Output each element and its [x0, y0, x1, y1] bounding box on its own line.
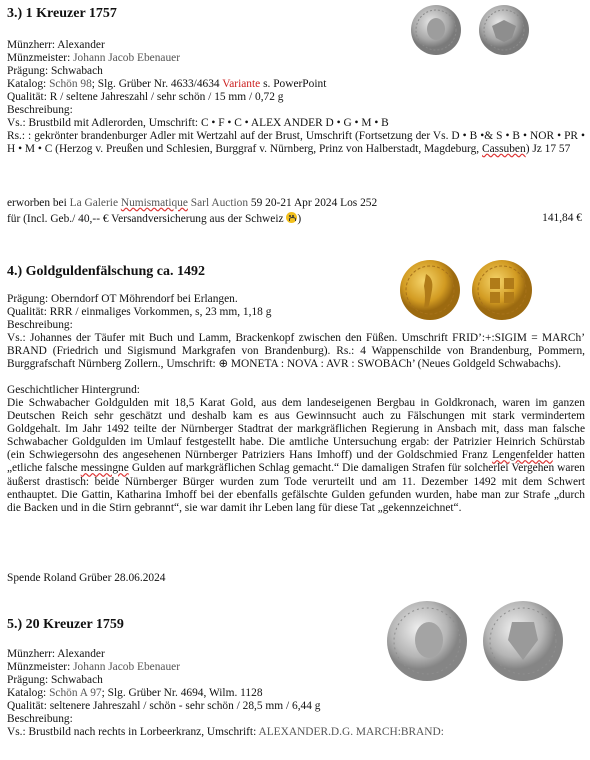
minting-place-goldgulden: Prägung: Oberndorf OT Möhrendorf bei Erlangen.	[7, 293, 238, 305]
mint-master-label-20kr: Münzmeister:	[7, 661, 74, 673]
obverse-description: Vs.: Brustbild mit Adlerorden, Umschrift: C • F • C • ALEX ANDER D • G • M • B	[7, 117, 389, 129]
catalog-note: s. PowerPoint	[260, 78, 327, 90]
mint-master-name: Johann Jacob Ebenauer	[73, 52, 181, 64]
coin-obverse-1-kreuzer	[410, 4, 462, 56]
section-title-20-kreuzer: 5.) 20 Kreuzer 1759	[7, 617, 124, 632]
catalog-ref: Schön 98	[49, 78, 92, 90]
acq-house-a: La Galerie	[69, 197, 121, 209]
catalog-label-20kr: Katalog:	[7, 687, 50, 699]
history-part-b: hatten „etliche falsche	[7, 449, 585, 475]
messingne-word: messingne	[80, 462, 129, 475]
acq-house-c: Sarl Auction	[187, 197, 249, 209]
obverse-text-20kr: Vs.: Brustbild nach rechts in Lorbeerkranz, Umschrift:	[7, 726, 259, 738]
coin-reverse-1-kreuzer	[478, 4, 530, 56]
variant-label: Variante	[222, 78, 261, 90]
quality-line: Qualität: R / seltene Jahreszahl / sehr schön / 15 mm / 0,72 g	[7, 91, 284, 103]
mint-master-20kr	[7, 661, 180, 674]
obverse-description-20kr	[7, 726, 444, 739]
coin-reverse-goldgulden	[470, 258, 534, 322]
description-goldgulden: Vs.: Johannes der Täufer mit Buch und Lamm, Brackenkopf zwischen den Füßen. Umschrift FRID’:+:SIGIM = MARCh’ BRAND (Friedrich und Sigismund Markgrafen von Brandenburg). Rs.: 4 Wappenschilde von Brandenburg, Pommern, Burggrafschaft Nürnberg Zollern., Umschrift: ⊕ MONETA : NOVA : AVR : SWOBACh’ (Neues Goldgeld Schwabachs).	[7, 332, 585, 371]
mint-master	[7, 52, 180, 65]
section-title-1-kreuzer: 3.) 1 Kreuzer 1757	[7, 6, 117, 21]
reverse-text: Rs.: : gekrönter brandenburger Adler mit Wertzahl auf der Brust, Umschrift (Fortsetzung der Vs. D • B •& S • B • NOR • PR • H • M • C (Herzog v. Preußen und Schlesien, Burggraf v. Nürnberg, Prinz von Halberstadt, Magdeburg,	[7, 130, 585, 156]
price: 141,84 €	[542, 212, 582, 224]
quality-goldgulden: Qualität: RRR / einmaliges Vorkommen, s, 23 mm, 1,18 g	[7, 306, 272, 318]
acq-date: 59 20-21 Apr 2024 Los 252	[248, 197, 378, 209]
mint-lord: Münzherr: Alexander	[7, 39, 105, 51]
history-label: Geschichtlicher Hintergrund:	[7, 384, 140, 396]
acq-house-b: Numismatique	[120, 197, 188, 209]
reverse-description	[7, 130, 585, 156]
donation-note: Spende Roland Grüber 28.06.2024	[7, 572, 166, 584]
catalog-gruber-20kr: ; Slg. Grüber Nr. 4694, Wilm. 1128	[101, 687, 263, 699]
fee-text: für (Incl. Geb./ 40,-- € Versandversicherung aus der Schweiz	[7, 213, 287, 225]
history-text	[7, 397, 585, 515]
section-title-goldgulden: 4.) Goldguldenfälschung ca. 1492	[7, 264, 205, 279]
acquisition-line	[7, 197, 377, 210]
description-label-goldgulden: Beschreibung:	[7, 319, 73, 331]
mint-master-name-20kr: Johann Jacob Ebenauer	[73, 661, 181, 673]
catalog-line-20kr	[7, 687, 263, 700]
catalog-label: Katalog:	[7, 78, 50, 90]
acq-label: erworben bei	[7, 197, 70, 209]
description-label: Beschreibung:	[7, 104, 73, 116]
lengenfelder-word: Lengenfelder	[492, 449, 553, 462]
fee-close: )	[297, 213, 302, 225]
mint-lord-20kr: Münzherr: Alexander	[7, 648, 105, 660]
fee-line	[7, 212, 301, 226]
history-part-c: Gulden auf markgräflichen Schlag gemacht.“ Die damaligen Strafen für solcherlei Vergehen waren äußerst drastisch: beide Nürnberger Bürger wurden zum Tode verurteilt und am 11. Dezember 1492 mit dem Schwert enthauptet. Die Gattin, Katharina Imhoff bei der ebenfalls gefälschte Gulden gefunden wurden, habe man zur Strafe „durch die Backen und in die Stirn gebrannt“, sie war damit ihr Leben lang für diese Tat „gekennzeichnet“.	[7, 462, 585, 514]
coin-obverse-goldgulden	[398, 258, 462, 322]
reverse-year: ) Jz 17 57	[525, 143, 571, 156]
minting-place: Prägung: Schwabach	[7, 65, 103, 77]
history-part-a: Die Schwabacher Goldgulden mit 18,5 Karat Gold, aus dem landeseigenen Bergbau in Goldkronach, waren im ganzen Deutschen Reich sehr geschätzt und deshalb kam es aus Gewinnsucht auch zu Fälschungen mit stark vermindertem Goldgehalt. Im Jahr 1492 teilte der Nürnberger Stadtrat der markgräflichen Regierung in Ansbach mit, dass man falsche Schwabacher Goldgulden im Umlauf festgestellt habe. Die amtliche Untersuchung ergab: der Patrizier Heinrich Schürstab (ein Schwiegersohn des angesehenen Nürnberger Patriziers Hans Imhoff) und der Goldschmied Franz	[7, 397, 585, 462]
coin-reverse-20-kreuzer	[482, 600, 564, 682]
obverse-legend-20kr: ALEXANDER.D.G. MARCH:BRAND:	[258, 726, 444, 738]
catalog-ref-20kr: Schön A 97	[49, 687, 102, 699]
cassuben-word: Cassuben	[482, 143, 526, 156]
minting-place-20kr: Prägung: Schwabach	[7, 674, 103, 686]
catalog-gruber: ; Slg. Grüber Nr. 4633/4634	[91, 78, 223, 90]
mint-master-label: Münzmeister:	[7, 52, 74, 64]
quality-20kr: Qualität: seltenere Jahreszahl / schön - sehr schön / 28,5 mm / 6,44 g	[7, 700, 321, 712]
sad-face-icon	[286, 212, 297, 223]
description-label-20kr: Beschreibung:	[7, 713, 73, 725]
coin-obverse-20-kreuzer	[386, 600, 468, 682]
catalog-line	[7, 78, 326, 91]
